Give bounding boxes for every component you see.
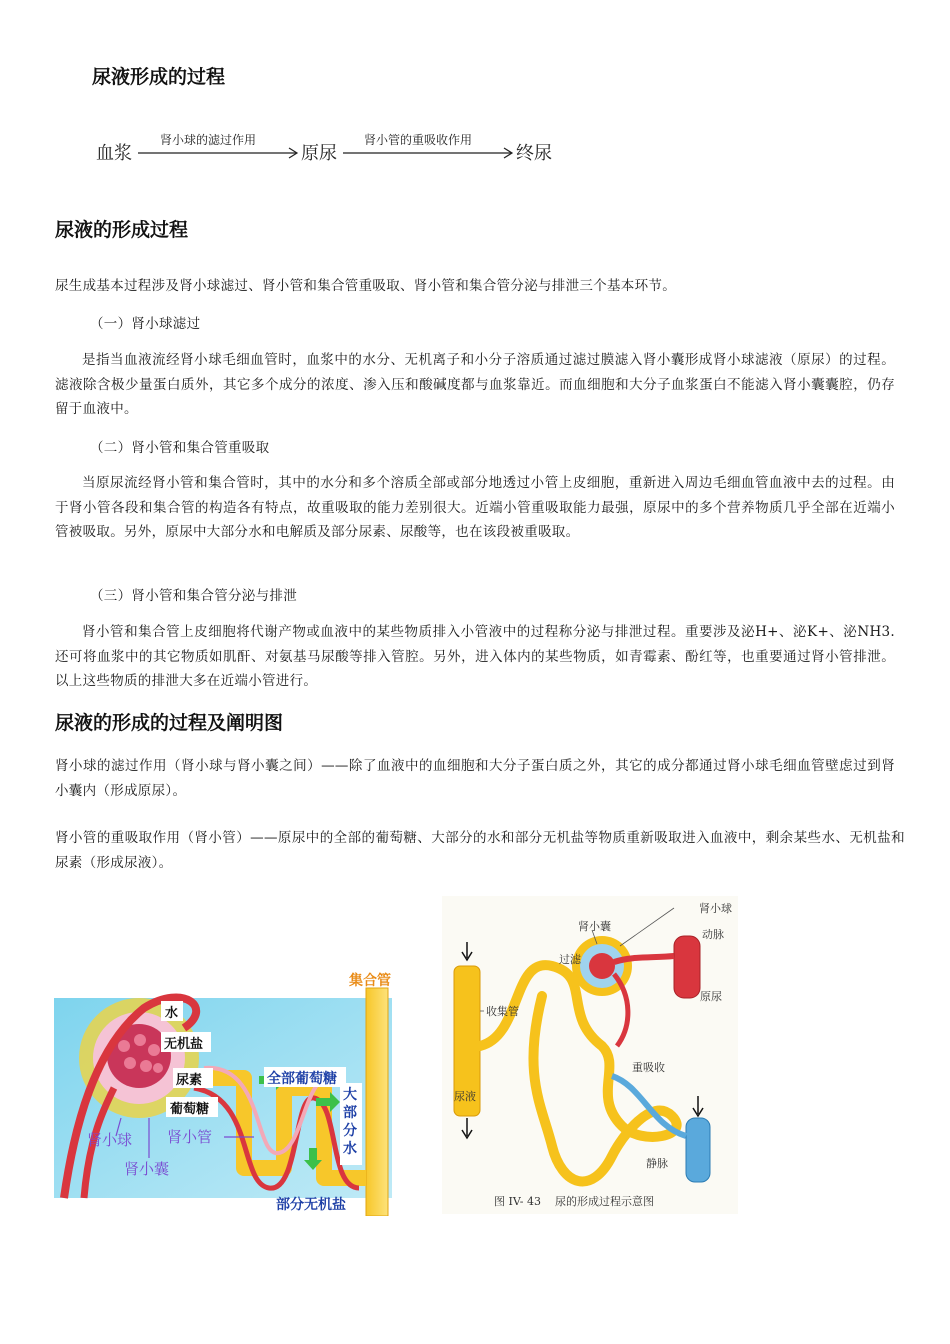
fig1-label-salt: 无机盐 [164, 1037, 204, 1052]
section2-intro: 尿生成基本过程涉及肾小球滤过、肾小管和集合管重吸取、肾小管和集合管分泌与排泄三个基本环节。 [55, 278, 676, 294]
equation-arrow1 [138, 146, 300, 160]
section2-title: 尿液的形成过程 [55, 219, 189, 241]
fig1-label-collecting-duct: 集合管 [349, 973, 391, 989]
fig1-label-glucose: 葡萄糖 [170, 1102, 210, 1117]
fig2-label-collecting-duct: 收集管 [486, 1005, 519, 1018]
equation-start: 血浆 [96, 143, 132, 164]
equation-end: 终尿 [516, 143, 552, 164]
fig2-label-filtration: 过滤 [559, 953, 581, 966]
sub1-text: 是指当血液流经肾小球毛细血管时，血浆中的水分、无机离子和小分子溶质通过滤过膜滤入肾小囊形成肾小球滤液（原尿）的过程。滤液除含极少量蛋白质外，其它多个成分的浓度、渗入压和酸碱度都与血浆靠近。而血细胞和大分子血浆蛋白不能滤入肾小囊囊腔，仍存留于血液中。 [55, 352, 895, 417]
sub1-title: （一）肾小球滤过 [90, 316, 201, 332]
equation-arrow2 [343, 146, 515, 160]
fig1-label-capsule: 肾小囊 [124, 1160, 170, 1178]
fig2-label-primary-urine: 原尿 [700, 990, 722, 1003]
fig2-label-vein: 静脉 [646, 1157, 668, 1170]
fig1-label-all-glucose: 全部葡萄糖 [267, 1071, 337, 1087]
fig1-label-glomerulus: 肾小球 [87, 1131, 133, 1149]
fig1-label-most-water: 大部分水 [343, 1087, 357, 1157]
fig2-label-reabsorption: 重吸收 [632, 1061, 665, 1074]
section3-para1: 肾小球的滤过作用（肾小球与肾小囊之间）——除了血液中的血细胞和大分子蛋白质之外，其它的成分都通过肾小球毛细血管壁虑过到肾小囊内（形成原尿）。 [55, 758, 895, 799]
fig2-label-urine: 尿液 [454, 1090, 476, 1103]
equation-arrow1-label: 肾小球的滤过作用 [160, 133, 257, 147]
sub3-title: （三）肾小管和集合管分泌与排泄 [90, 588, 297, 604]
fig2-caption: 图 IV- 43 尿的形成过程示意图 [494, 1195, 654, 1208]
nephron-diagram-colored [54, 968, 400, 1216]
equation-middle: 原尿 [301, 143, 337, 164]
section1-title: 尿液形成的过程 [92, 66, 226, 88]
nephron-schematic-art [442, 896, 738, 1214]
fig2-label-glomerulus: 肾小球 [699, 902, 732, 915]
nephron-diagram-schematic [442, 896, 738, 1214]
sub2-text: 当原尿流经肾小管和集合管时，其中的水分和多个溶质全部或部分地透过小管上皮细胞，重新进入周边毛细血管血液中去的过程。由于肾小管各段和集合管的构造各有特点，故重吸取的能力差别很大。近端小管重吸取能力最强，原尿中的多个营养物质几乎全部在近端小管被吸取。另外，原尿中大部分水和电解质及部分尿素、尿酸等，也在该段被重吸取。 [55, 475, 895, 540]
fig1-label-tubule: 肾小管 [167, 1128, 213, 1146]
fig1-label-some-salt: 部分无机盐 [276, 1197, 346, 1213]
fig1-label-urea: 尿素 [176, 1073, 203, 1088]
equation-arrow2-label: 肾小管的重吸收作用 [364, 133, 473, 147]
section3-title: 尿液的形成的过程及阐明图 [55, 712, 284, 734]
fig2-label-artery: 动脉 [702, 928, 724, 941]
fig1-label-water: 水 [165, 1006, 179, 1021]
fig2-label-capsule: 肾小囊 [578, 920, 611, 933]
section3-para2: 肾小管的重吸取作用（肾小管）——原尿中的全部的葡萄糖、大部分的水和部分无机盐等物质重新吸取进入血液中，剩余某些水、无机盐和尿素（形成尿液）。 [55, 830, 905, 871]
sub3-text: 肾小管和集合管上皮细胞将代谢产物或血液中的某些物质排入小管液中的过程称分泌与排泄过程。重要涉及泌H+、泌K+、泌NH3.还可将血浆中的其它物质如肌酐、对氨基马尿酸等排入管腔。另外，进入体内的某些物质，如青霉素、酚红等，也重要通过肾小管排泄。以上这些物质的排泄大多在近端小管进行。 [55, 624, 895, 689]
sub2-title: （二）肾小管和集合管重吸取 [90, 440, 270, 456]
